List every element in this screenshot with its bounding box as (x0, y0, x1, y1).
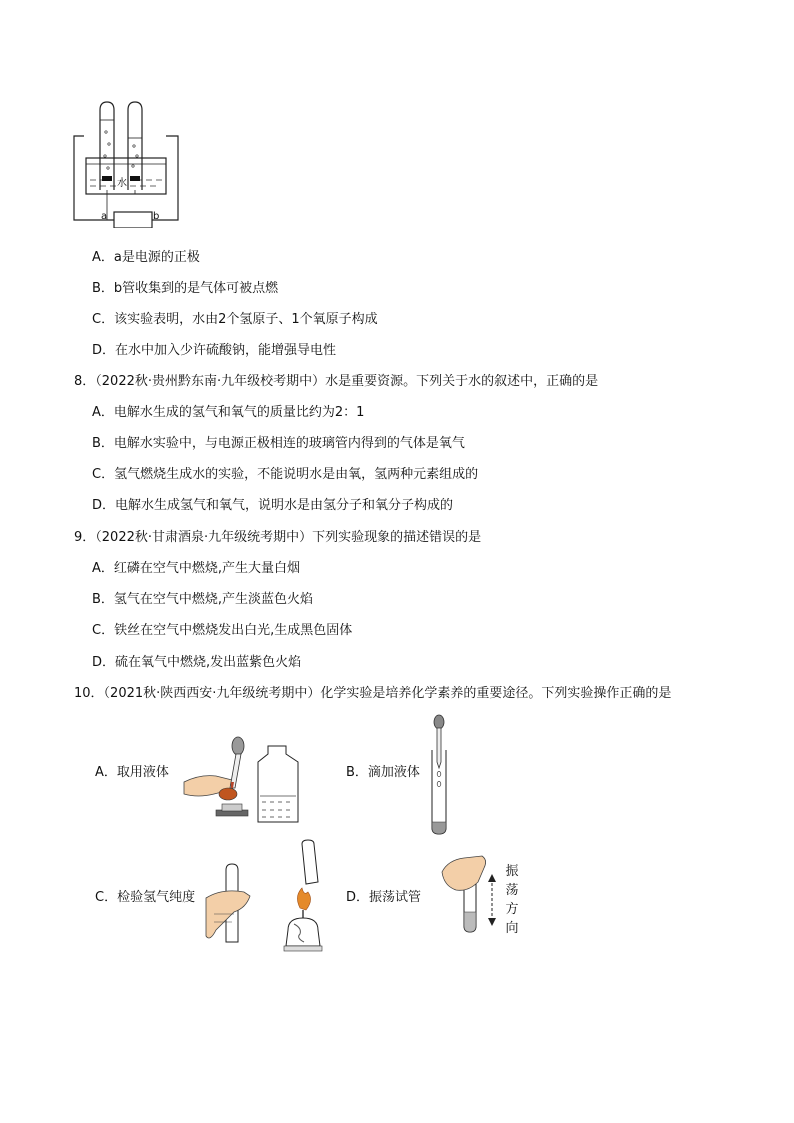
q10-option-b-label: B．滴加液体 (346, 765, 420, 780)
q7-option-c: C．该实验表明，水由2个氢原子、1个氧原子构成 (92, 312, 378, 327)
pour-liquid-illustration (180, 724, 320, 824)
electrode-label-b: b (153, 211, 160, 222)
q9-stem: 9．（2022秋·甘肃酒泉·九年级统考期中）下列实验现象的描述错误的是 (74, 530, 482, 545)
q7-option-b: B．b管收集到的是气体可被点燃 (92, 281, 279, 296)
electrolysis-apparatus-figure (70, 98, 182, 228)
q8-option-d: D．电解水生成氢气和氧气，说明水是由氢分子和氧分子构成的 (92, 498, 454, 513)
q8-stem: 8．（2022秋·贵州黔东南·九年级校考期中）水是重要资源。下列关于水的叙述中，正确的是 (74, 374, 599, 389)
shake-direction-char: 方 (505, 902, 519, 917)
q10-option-d-label: D．振荡试管 (346, 890, 422, 905)
q9-option-d: D．硫在氧气中燃烧,发出蓝紫色火焰 (92, 655, 302, 670)
q9-option-c: C．铁丝在空气中燃烧发出白光,生成黑色固体 (92, 623, 353, 638)
water-label: 水 (117, 178, 127, 189)
hydrogen-purity-test-illustration (204, 838, 330, 954)
shake-direction-char: 振 (505, 864, 519, 879)
q8-option-c: C．氢气燃烧生成水的实验，不能说明水是由氧，氢两种元素组成的 (92, 467, 479, 482)
q10-option-a-label: A．取用液体 (95, 765, 169, 780)
q8-option-a: A．电解水生成的氢气和氧气的质量比约为2：1 (92, 405, 365, 420)
shake-direction-label (504, 862, 520, 938)
q10-stem: 10．（2021秋·陕西西安·九年级统考期中）化学实验是培养化学素养的重要途径。下列实验操作正确的是 (74, 686, 672, 701)
dropper-test-tube-illustration (424, 714, 454, 836)
electrode-label-a: a (101, 211, 108, 222)
q8-option-b: B．电解水实验中，与电源正极相连的玻璃管内得到的气体是氧气 (92, 436, 465, 451)
q7-option-a: A．a是电源的正极 (92, 250, 200, 265)
shake-direction-char: 荡 (505, 883, 519, 898)
q9-option-a: A．红磷在空气中燃烧,产生大量白烟 (92, 561, 301, 576)
q10-option-c-label: C．检验氢气纯度 (95, 890, 196, 905)
shake-direction-char: 向 (505, 921, 519, 936)
q7-option-d: D．在水中加入少许硫酸钠，能增强导电性 (92, 343, 337, 358)
q9-option-b: B．氢气在空气中燃烧,产生淡蓝色火焰 (92, 592, 314, 607)
